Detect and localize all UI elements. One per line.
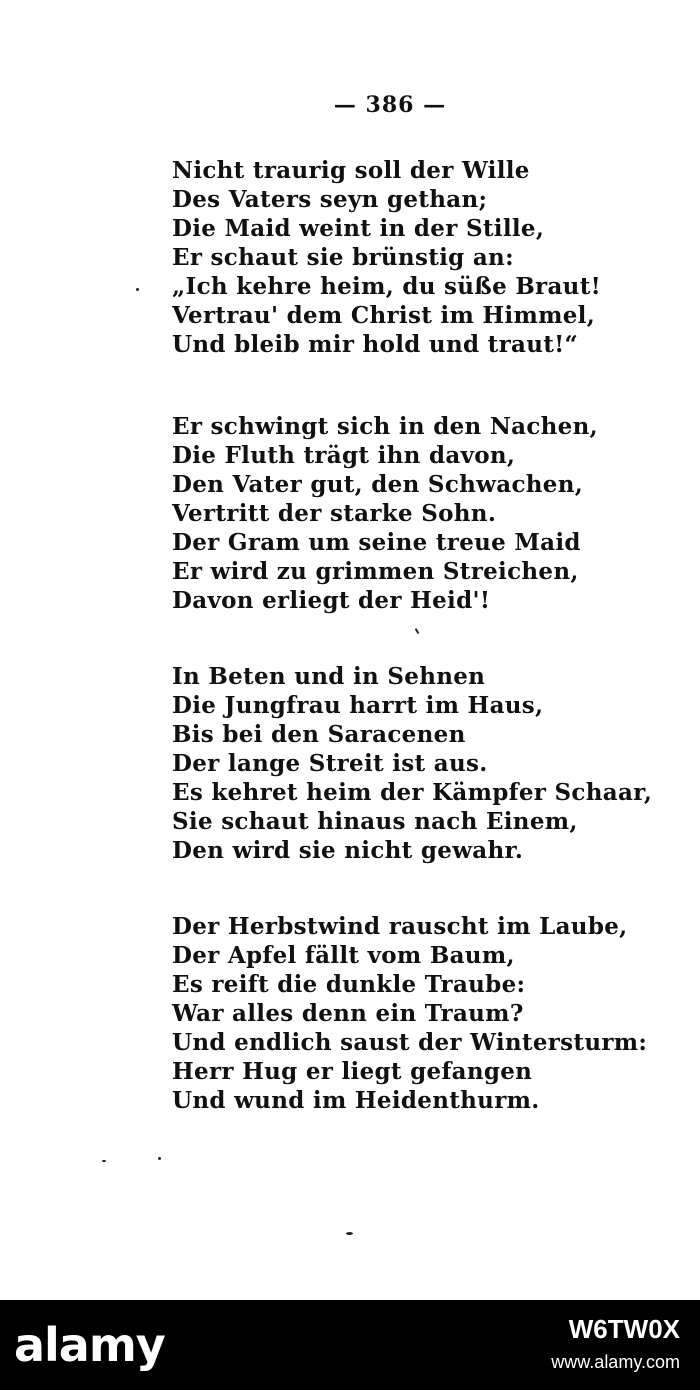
verse-line: Der lange Streit ist aus. — [172, 750, 488, 777]
stanza-4 — [172, 912, 648, 1115]
verse-line: Des Vaters seyn gethan; — [172, 186, 488, 213]
verse-line: Er schwingt sich in den Nachen, — [172, 413, 598, 440]
verse-line: Die Jungfrau harrt im Haus, — [172, 692, 544, 719]
watermark-banner — [0, 1300, 700, 1390]
stanza-3 — [172, 662, 653, 865]
stanza-2 — [172, 412, 598, 615]
verse-line: Die Maid weint in der Stille, — [172, 215, 545, 242]
image-id: W6TW0X — [568, 1314, 680, 1344]
scan-speck — [136, 288, 139, 291]
verse-line: War alles denn ein Traum? — [172, 1000, 524, 1027]
verse-line: In Beten und in Sehnen — [172, 663, 486, 690]
scan-speck — [346, 1232, 353, 1235]
verse-line: Vertrau' dem Christ im Himmel, — [172, 302, 596, 329]
scan-speck — [415, 628, 420, 634]
verse-line: Die Fluth trägt ihn davon, — [172, 442, 516, 469]
page-number: — 386 — — [333, 92, 447, 118]
verse-line: Den Vater gut, den Schwachen, — [172, 471, 584, 498]
verse-line: Sie schaut hinaus nach Einem, — [172, 808, 578, 835]
verse-line: Der Herbstwind rauscht im Laube, — [172, 913, 628, 940]
site-url: www.alamy.com — [551, 1352, 680, 1372]
scan-speck — [102, 1160, 106, 1162]
verse-line: „Ich kehre heim, du süße Braut! — [172, 273, 602, 300]
verse-line: Der Gram um seine treue Maid — [172, 529, 581, 556]
verse-line: Und wund im Heidenthurm. — [172, 1087, 540, 1114]
verse-line: Und endlich saust der Wintersturm: — [172, 1029, 648, 1056]
verse-line: Es reift die dunkle Traube: — [172, 971, 526, 998]
verse-line: Der Apfel fällt vom Baum, — [172, 942, 515, 969]
verse-line: Nicht traurig soll der Wille — [172, 157, 530, 184]
scan-speck — [158, 1157, 161, 1160]
verse-line: Vertritt der starke Sohn. — [172, 500, 497, 527]
verse-line: Davon erliegt der Heid'! — [172, 587, 491, 614]
verse-line: Er wird zu grimmen Streichen, — [172, 558, 579, 585]
verse-line: Den wird sie nicht gewahr. — [172, 837, 524, 864]
verse-line: Bis bei den Saracenen — [172, 721, 466, 748]
verse-line: Und bleib mir hold und traut!“ — [172, 331, 579, 358]
verse-line: Es kehret heim der Kämpfer Schaar, — [172, 779, 653, 806]
verse-line: Er schaut sie brünstig an: — [172, 244, 514, 271]
brand-logo: alamy — [14, 1318, 165, 1372]
verse-line: Herr Hug er liegt gefangen — [172, 1058, 533, 1085]
stanza-1 — [172, 156, 602, 359]
